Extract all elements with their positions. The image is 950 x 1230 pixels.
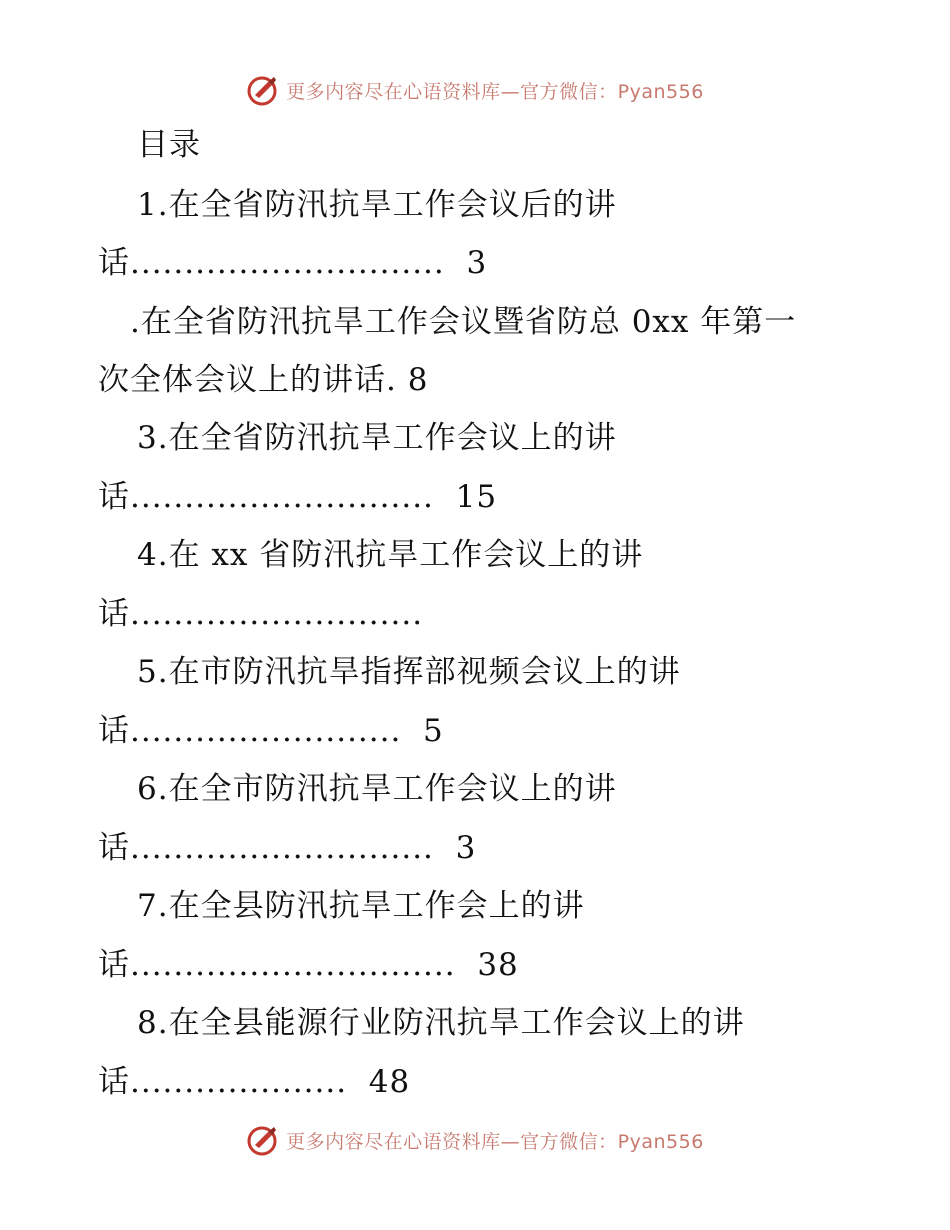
toc-entry-1-title: 1.在全省防汛抗旱工作会议后的讲 bbox=[137, 187, 617, 223]
toc-entry-5-page: 话......................... 5 bbox=[98, 713, 444, 749]
footer-banner-text: 更多内容尽在心语资料库—官方微信：Pyan556 bbox=[286, 1130, 704, 1153]
toc-entry-8-page: 话.................... 48 bbox=[98, 1064, 411, 1100]
header-banner-text: 更多内容尽在心语资料库—官方微信：Pyan556 bbox=[286, 80, 704, 103]
pen-logo-icon bbox=[246, 73, 280, 107]
toc-entry-5-title: 5.在市防汛抗旱指挥部视频会议上的讲 bbox=[137, 654, 681, 690]
toc-entry-7-title: 7.在全县防汛抗旱工作会上的讲 bbox=[137, 888, 585, 924]
toc-entry-4-title: 4.在 xx 省防汛抗旱工作会议上的讲 bbox=[137, 537, 644, 573]
toc-entry-8-title: 8.在全县能源行业防汛抗旱工作会议上的讲 bbox=[137, 1005, 745, 1041]
header-banner bbox=[0, 70, 950, 110]
footer-banner bbox=[0, 1120, 950, 1160]
toc-entry-7-page: 话.............................. 38 bbox=[98, 947, 519, 983]
pen-logo-icon bbox=[246, 1123, 280, 1157]
toc-entry-2-page: 次全体会议上的讲话. 8 bbox=[98, 362, 429, 398]
toc-entry-6-page: 话............................ 3 bbox=[98, 830, 477, 866]
toc-entry-3-page: 话............................ 15 bbox=[98, 479, 498, 515]
toc-entry-6-title: 6.在全市防汛抗旱工作会议上的讲 bbox=[137, 771, 617, 807]
toc-entry-4-page: 话........................... bbox=[98, 596, 424, 632]
toc-entry-1-page: 话............................. 3 bbox=[98, 245, 488, 281]
toc-heading: 目录 bbox=[137, 127, 201, 163]
toc-entry-3-title: 3.在全省防汛抗旱工作会议上的讲 bbox=[137, 420, 617, 456]
toc-entry-2-title: .在全省防汛抗旱工作会议暨省防总 0xx 年第一 bbox=[130, 304, 797, 340]
